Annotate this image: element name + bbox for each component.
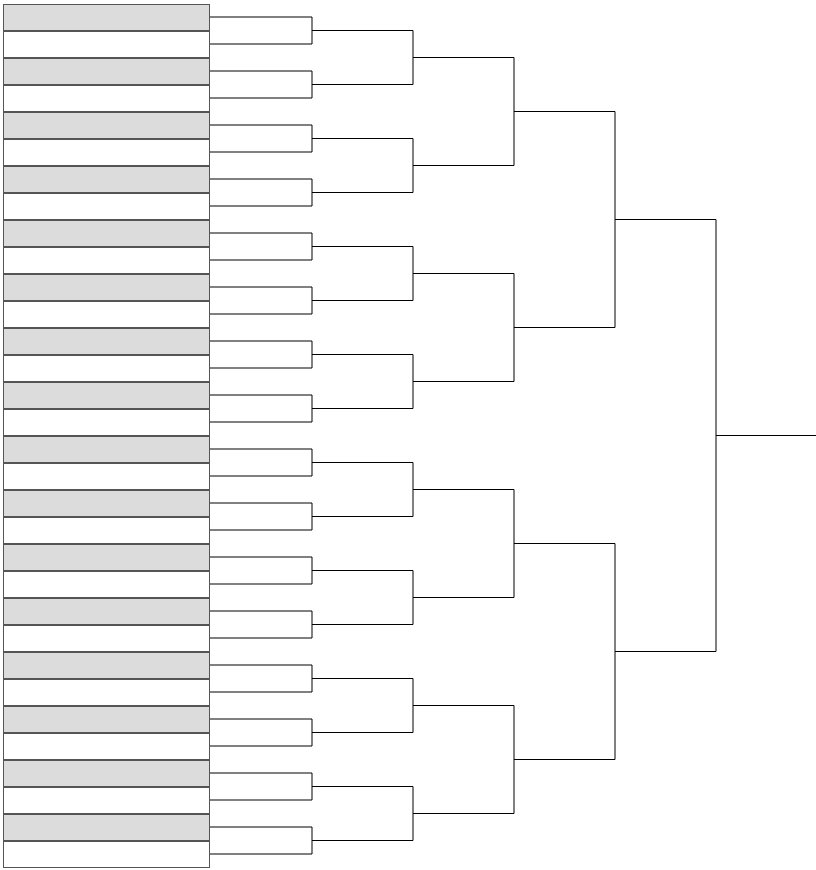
player-row[interactable] [4,464,211,478]
player-row[interactable] [4,72,211,86]
match-cell [3,787,210,814]
player-row[interactable] [4,140,211,154]
match-cell [3,355,210,382]
match-cell [3,841,210,868]
player-row[interactable] [4,639,211,653]
player-row[interactable] [4,774,211,788]
player-row[interactable] [4,612,211,626]
player-row[interactable] [4,572,211,586]
player-row[interactable] [4,747,211,761]
player-row[interactable] [4,599,211,613]
player-row[interactable] [4,194,211,208]
match-cell [3,598,210,625]
match-cell [3,382,210,409]
player-row[interactable] [4,99,211,113]
second-round-entry[interactable] [214,651,218,664]
match-cell [3,571,210,598]
player-row[interactable] [4,167,211,181]
match-cell [3,139,210,166]
player-row[interactable] [4,788,211,802]
match-cell [3,517,210,544]
player-row[interactable] [4,450,211,464]
player-row[interactable] [4,86,211,100]
match-cell [3,679,210,706]
player-row[interactable] [4,801,211,815]
player-row[interactable] [4,356,211,370]
player-row[interactable] [4,423,211,437]
player-row[interactable] [4,734,211,748]
player-row[interactable] [4,369,211,383]
match-cell [3,85,210,112]
player-row[interactable] [4,504,211,518]
player-row[interactable] [4,477,211,491]
player-row[interactable] [4,5,211,19]
player-row[interactable] [4,558,211,572]
player-row[interactable] [4,666,211,680]
match-cell [3,490,210,517]
player-row[interactable] [4,707,211,721]
player-row[interactable] [4,410,211,424]
player-row[interactable] [4,342,211,356]
player-row[interactable] [4,855,211,869]
player-row[interactable] [4,396,211,410]
player-row[interactable] [4,545,211,559]
player-row[interactable] [4,234,211,248]
match-cell [3,625,210,652]
player-row[interactable] [4,221,211,235]
player-row[interactable] [4,45,211,59]
match-cell [3,166,210,193]
second-round-entry[interactable] [214,219,218,232]
player-row[interactable] [4,653,211,667]
player-row[interactable] [4,626,211,640]
second-round-entry[interactable] [214,855,218,868]
player-row[interactable] [4,437,211,451]
match-cell [3,733,210,760]
match-cell [3,301,210,328]
player-row[interactable] [4,302,211,316]
match-cell [3,463,210,490]
player-row[interactable] [4,180,211,194]
match-cell [3,31,210,58]
match-cell [3,409,210,436]
player-row[interactable] [4,32,211,46]
match-cell [3,58,210,85]
player-row[interactable] [4,329,211,343]
match-cell [3,814,210,841]
player-row[interactable] [4,315,211,329]
player-row[interactable] [4,720,211,734]
player-row[interactable] [4,261,211,275]
player-row[interactable] [4,842,211,856]
player-row[interactable] [4,113,211,127]
match-cell [3,706,210,733]
match-cell [3,436,210,463]
player-row[interactable] [4,518,211,532]
player-row[interactable] [4,275,211,289]
player-row[interactable] [4,126,211,140]
player-row[interactable] [4,761,211,775]
player-row[interactable] [4,59,211,73]
match-cell [3,328,210,355]
match-cell [3,274,210,301]
player-row[interactable] [4,693,211,707]
match-cell [3,112,210,139]
player-row[interactable] [4,248,211,262]
player-row[interactable] [4,531,211,545]
player-row[interactable] [4,207,211,221]
player-row[interactable] [4,153,211,167]
player-row[interactable] [4,815,211,829]
player-row[interactable] [4,491,211,505]
match-cell [3,4,210,31]
player-row[interactable] [4,828,211,842]
player-row[interactable] [4,288,211,302]
match-cell [3,220,210,247]
match-cell [3,760,210,787]
player-row[interactable] [4,383,211,397]
match-cell [3,652,210,679]
match-cell [3,544,210,571]
player-row[interactable] [4,585,211,599]
player-row[interactable] [4,18,211,32]
match-cell [3,247,210,274]
player-row[interactable] [4,680,211,694]
second-round-entry[interactable] [214,435,218,448]
second-round-entry[interactable] [214,3,218,16]
match-cell [3,193,210,220]
